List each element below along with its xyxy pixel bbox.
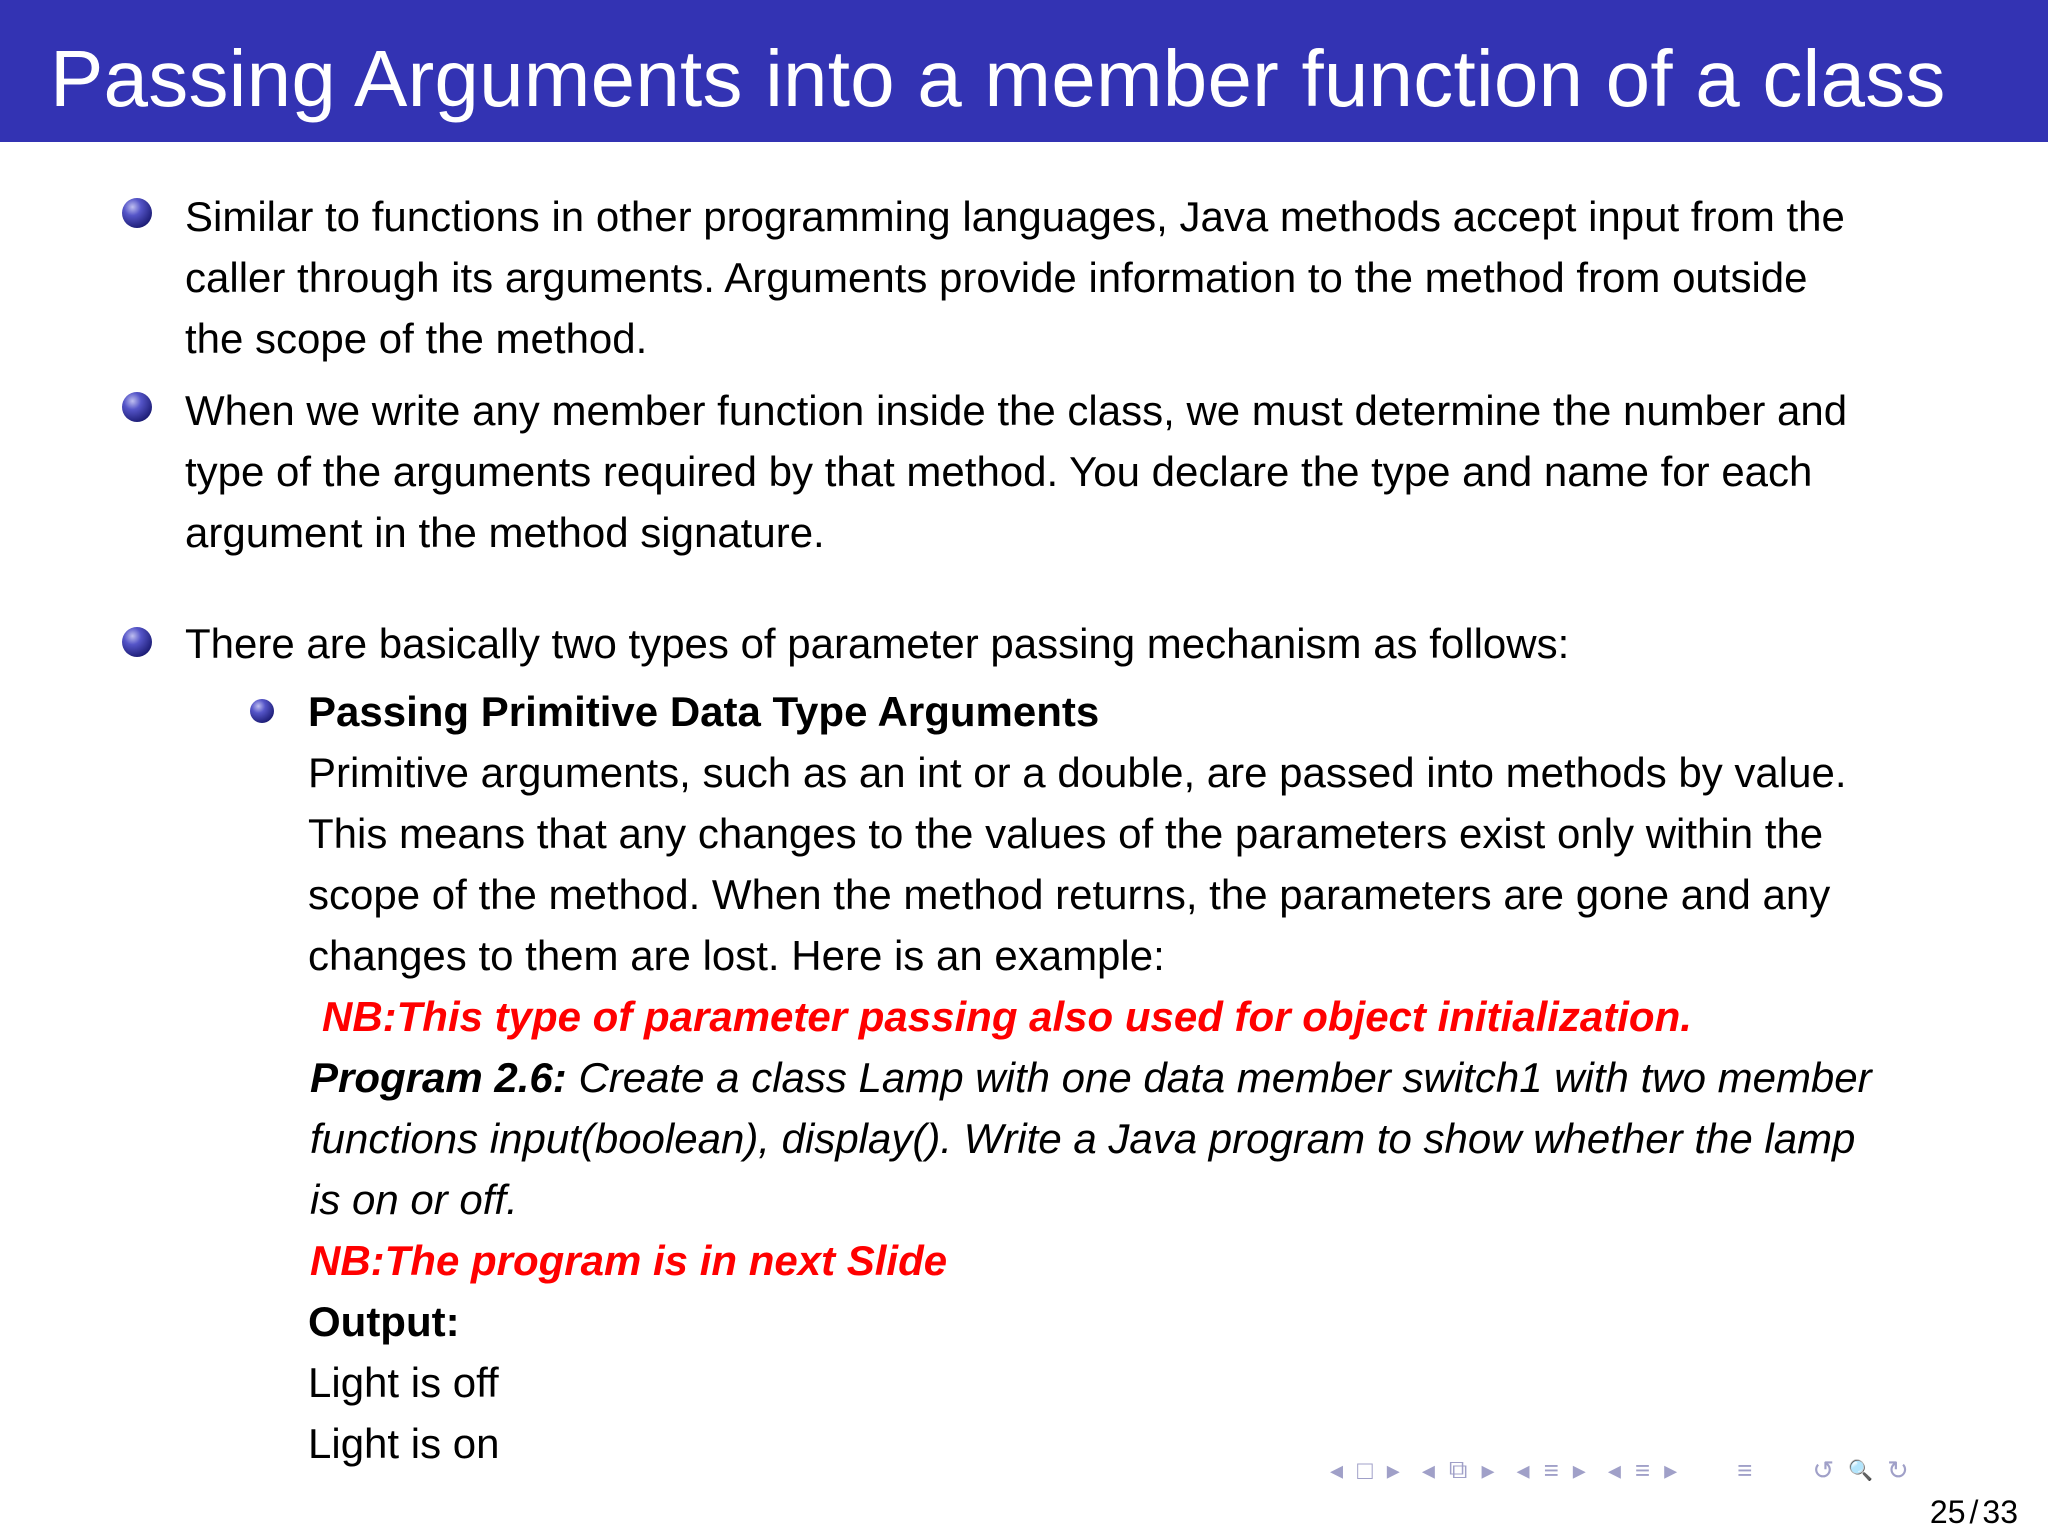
program-label: Program 2.6: [310, 1054, 567, 1101]
sub-line-4: changes to them are lost. Here is an example: [308, 932, 1165, 979]
nav-prev-subsection-icon[interactable]: ◂ [1421, 1454, 1435, 1485]
nav-section-icon[interactable]: ≡ [1543, 1454, 1559, 1485]
nb-next-slide: NB:The program is in next Slide [310, 1237, 948, 1284]
nav-prev-frame-icon[interactable]: ◂ [1330, 1454, 1344, 1485]
sub-line-2: This means that any changes to the values of the parameters exist only within the [308, 810, 1824, 857]
sub-line-3: scope of the method. When the method returns, the parameters are gone and any [308, 871, 1831, 918]
bullet-2-line-1: When we write any member function inside the class, we must determine the number and [185, 387, 1848, 434]
program-text-1: Create a class Lamp with one data member switch1 with two member [578, 1054, 1872, 1101]
bullet-1-line-1: Similar to functions in other programming languages, Java methods accept input from the [185, 193, 1845, 240]
program-statement-line-1 [310, 1047, 1872, 1108]
nav-document-icon[interactable]: ≡ [1634, 1454, 1651, 1485]
page-separator: / [1969, 1494, 1979, 1530]
program-statement-line-3: is on or off. [310, 1176, 518, 1223]
nav-prev-section-icon[interactable]: ◂ [1516, 1454, 1530, 1485]
nav-frame-icon[interactable]: □ [1357, 1454, 1373, 1485]
bullet-3-line-1: There are basically two types of parameter passing mechanism as follows: [185, 620, 1570, 667]
bullet-icon [122, 198, 152, 228]
nav-prev-document-icon[interactable]: ◂ [1607, 1454, 1621, 1485]
nav-next-section-icon[interactable]: ▸ [1572, 1454, 1586, 1485]
output-line-1: Light is off [308, 1359, 499, 1406]
nav-back-icon[interactable]: ↺ [1812, 1454, 1835, 1485]
bullet-icon [122, 392, 152, 422]
bullet-2-line-3: argument in the method signature. [185, 509, 825, 556]
output-label: Output: [308, 1298, 460, 1345]
nb-object-init: NB:This type of parameter passing also used for object initialization. [322, 993, 1692, 1040]
program-statement-line-2: functions input(boolean), display(). Write a Java program to show whether the lamp [310, 1115, 1856, 1162]
bullet-2-line-2: type of the arguments required by that method. You declare the type and name for each [185, 448, 1813, 495]
sub-bullet-icon [250, 699, 274, 723]
nav-search-icon[interactable]: 🔍 [1848, 1459, 1874, 1482]
bullet-1-line-2: caller through its arguments. Arguments provide information to the method from outside [185, 254, 1808, 301]
page-number [1930, 1494, 2018, 1530]
page-total: 33 [1982, 1494, 2018, 1530]
sub-line-1: Primitive arguments, such as an int or a double, are passed into methods by value. [308, 749, 1847, 796]
nav-next-subsection-icon[interactable]: ▸ [1481, 1454, 1495, 1485]
output-line-2: Light is on [308, 1420, 500, 1467]
nav-next-frame-icon[interactable]: ▸ [1386, 1454, 1400, 1485]
sub-heading: Passing Primitive Data Type Arguments [308, 688, 1100, 735]
nav-forward-icon[interactable]: ↻ [1887, 1454, 1909, 1485]
page-current: 25 [1929, 1494, 1966, 1530]
bullet-icon [122, 627, 152, 657]
nav-appendix-icon[interactable]: ≡ [1737, 1454, 1753, 1485]
bullet-1-line-3: the scope of the method. [185, 315, 648, 362]
nav-subsection-icon[interactable]: ⧉ [1448, 1454, 1468, 1484]
navigation-bar [1330, 1452, 1923, 1488]
nav-next-document-icon[interactable]: ▸ [1664, 1454, 1678, 1485]
slide-title: Passing Arguments into a member function of a class [50, 34, 1946, 123]
